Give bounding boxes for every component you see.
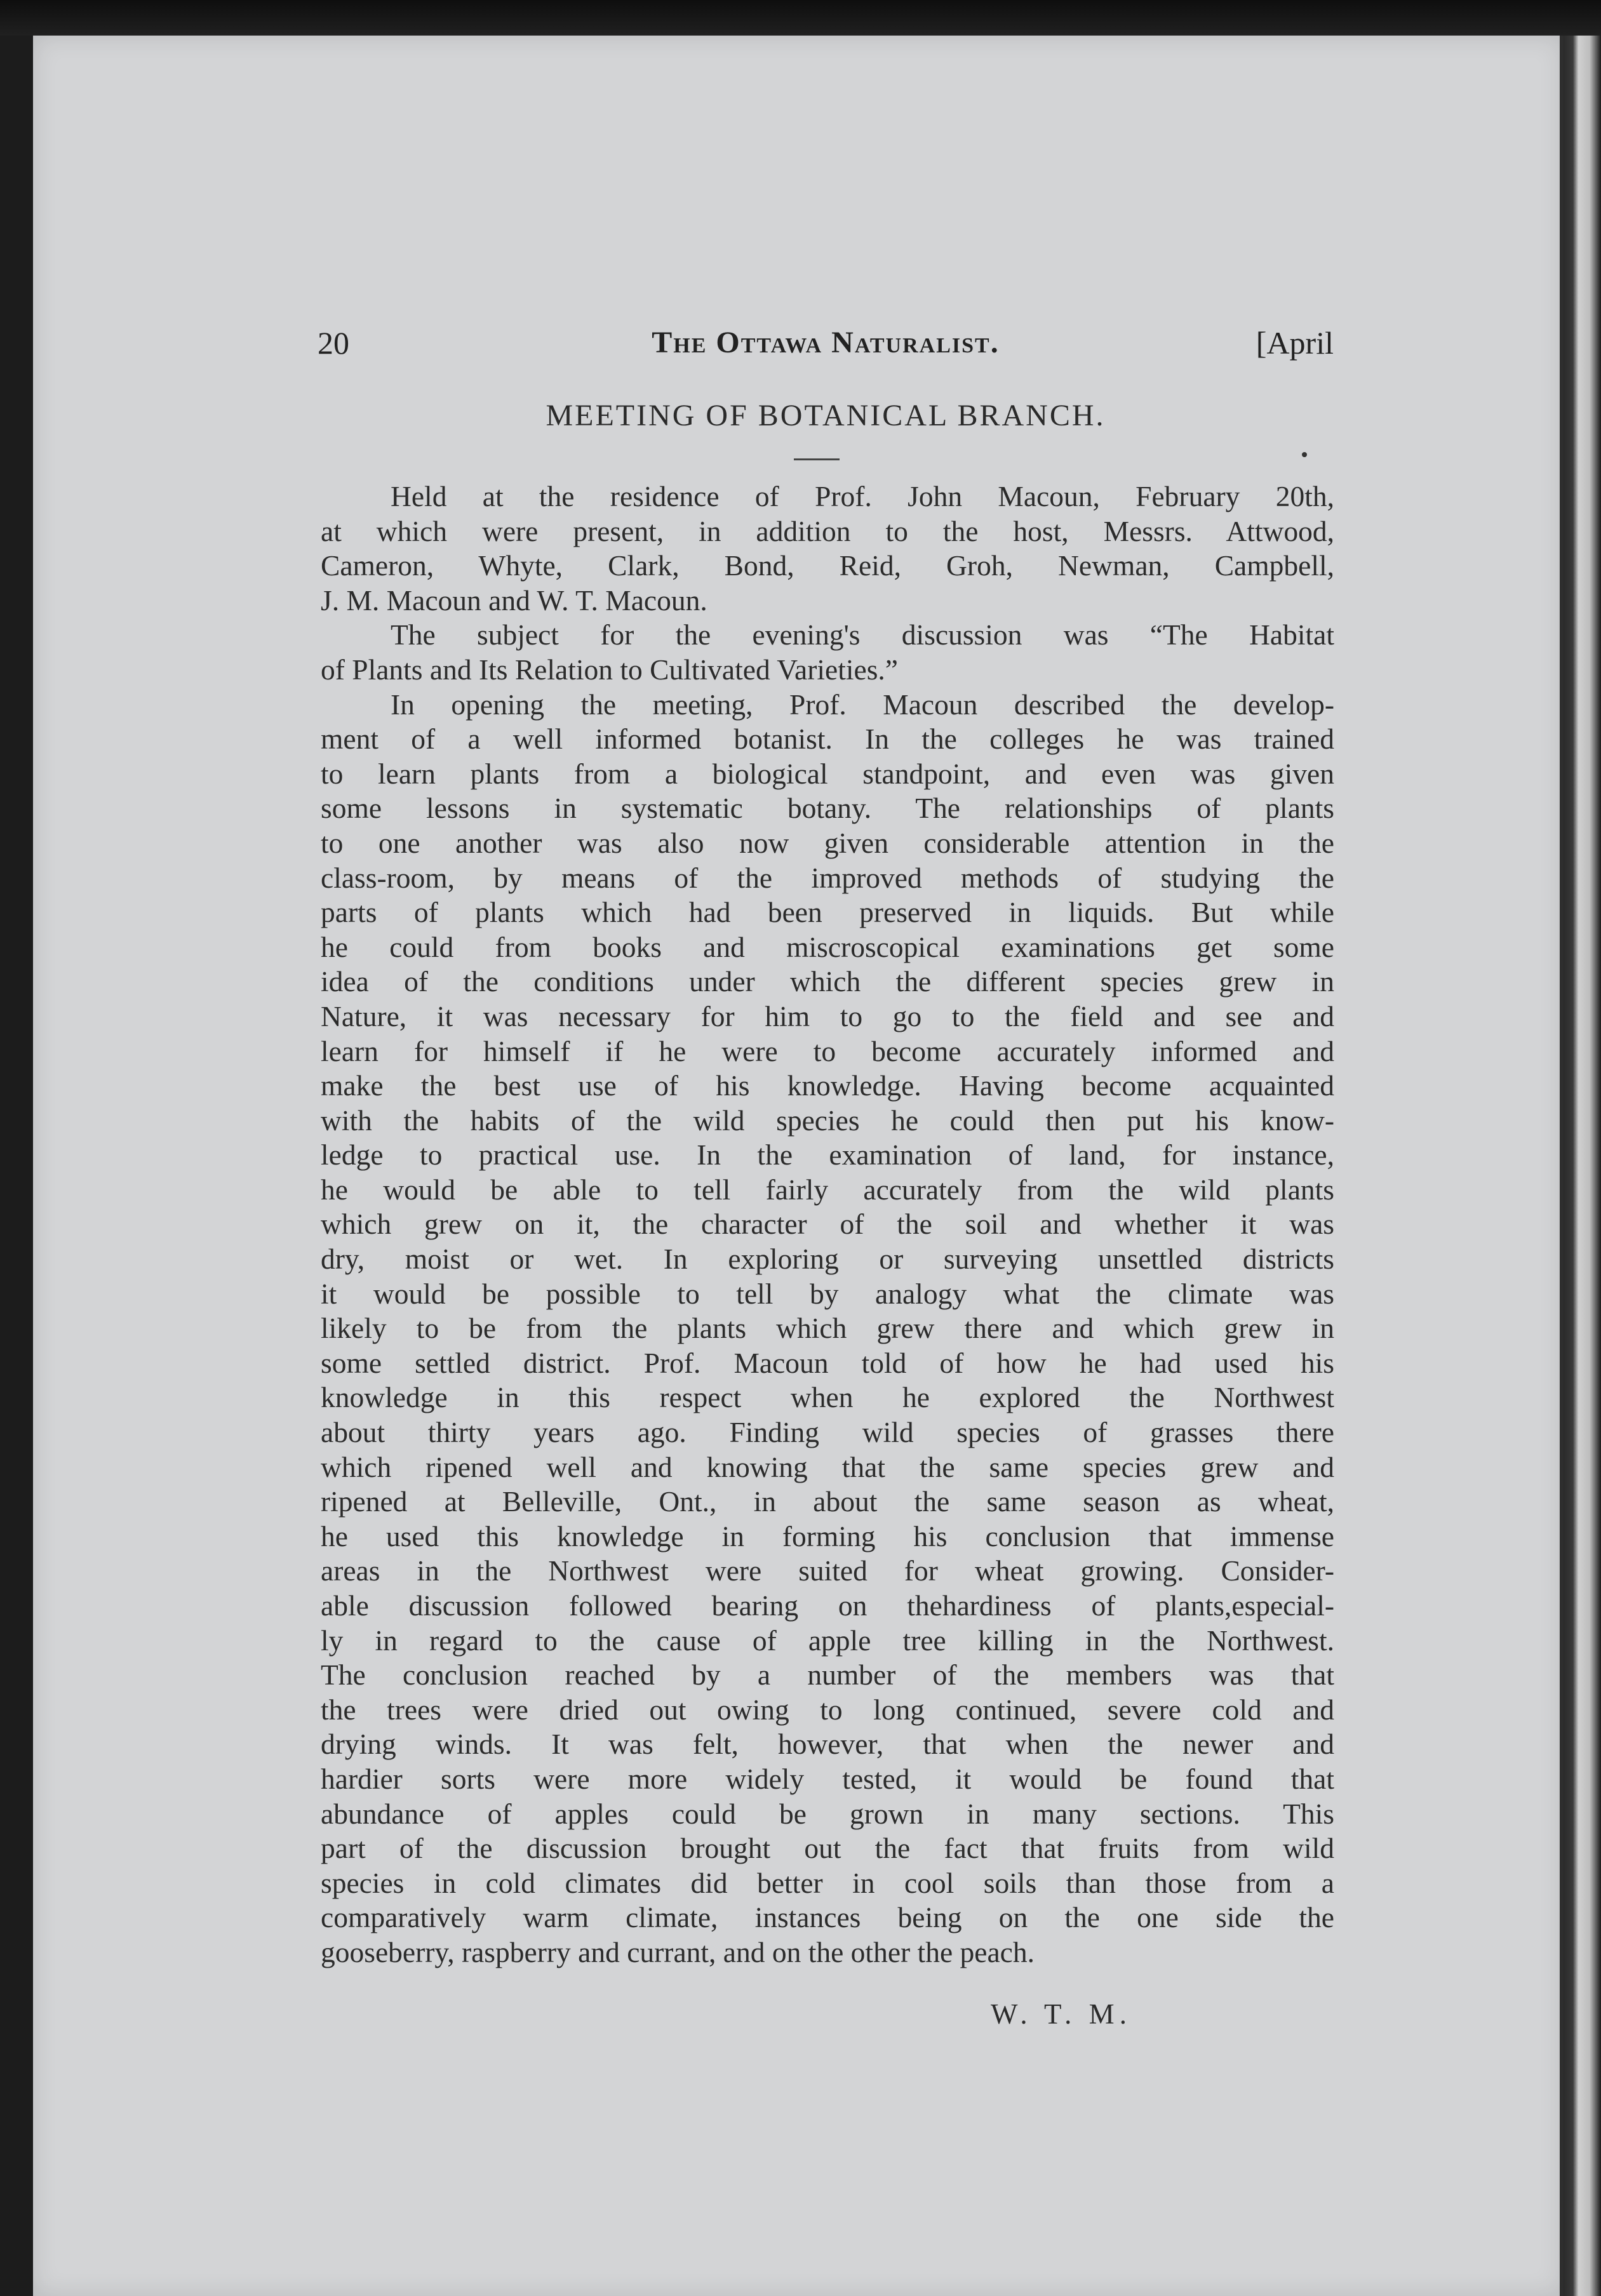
text-line: the trees were dried out owing to long continued, severe cold and [321,1693,1334,1726]
text-line: Nature, it was necessary for him to go to the field and see and [321,999,1334,1032]
text-line: with the habits of the wild species he could then put his know- [321,1104,1334,1137]
article-body [321,479,1334,1970]
issue-month: [April [1256,325,1334,361]
text-line: he used this knowledge in forming his conclusion that immense [321,1519,1334,1552]
text-line: make the best use of his knowledge. Having become acquainted [321,1069,1334,1102]
text-line: he would be able to tell fairly accurately from the wild plants [321,1173,1334,1206]
running-header [318,321,1334,365]
text-line: which ripened well and knowing that the same species grew and [321,1450,1334,1483]
text-line: J. M. Macoun and W. T. Macoun. [321,584,707,617]
text-line: about thirty years ago. Finding wild species of grasses there [321,1416,1334,1449]
text-line: likely to be from the plants which grew there and which grew in [321,1312,1334,1345]
text-line: part of the discussion brought out the fact that fruits from wild [321,1832,1334,1865]
text-line: Cameron, Whyte, Clark, Bond, Reid, Groh, Newman, Campbell, [321,549,1334,582]
text-line: drying winds. It was felt, however, that when the newer and [321,1728,1334,1761]
text-line: to learn plants from a biological standpoint, and even was given [321,757,1334,790]
text-line: some settled district. Prof. Macoun told of how he had used his [321,1346,1334,1379]
text-line: class-room, by means of the improved methods of studying the [321,861,1334,894]
text-line: ledge to practical use. In the examination of land, for instance, [321,1138,1334,1171]
text-line: which grew on it, the character of the soil and whether it was [321,1208,1334,1241]
text-line: The subject for the evening's discussion was “The Habitat [391,618,1334,651]
text-line: Held at the residence of Prof. John Macoun, February 20th, [391,480,1334,512]
text-line: knowledge in this respect when he explored the Northwest [321,1381,1334,1414]
text-line: hardier sorts were more widely tested, it would be found that [321,1762,1334,1795]
text-line: parts of plants which had been preserved in liquids. But while [321,896,1334,929]
text-line: gooseberry, raspberry and currant, and on the other the peach. [321,1935,1035,1968]
journal-title: The Ottawa Naturalist. [652,326,1000,359]
article-title: MEETING OF BOTANICAL BRANCH. [546,399,1106,432]
text-line: idea of the conditions under which the different species grew in [321,965,1334,998]
text-line: at which were present, in addition to the host, Messrs. Attwood, [321,514,1334,547]
author-signature: W. T. M. [991,1998,1132,2030]
article-paragraph [321,479,1334,618]
print-speck [1302,452,1307,457]
text-line: areas in the Northwest were suited for wheat growing. Consider- [321,1554,1334,1587]
text-line: he could from books and miscroscopical examinations get some [321,930,1334,963]
text-line: to one another was also now given considerable attention in the [321,826,1334,859]
text-line: ripened at Belleville, Ont., in about the same season as wheat, [321,1485,1334,1518]
scan-top-border [0,0,1601,36]
text-line: comparatively warm climate, instances being on the one side the [321,1901,1334,1934]
text-line: ly in regard to the cause of apple tree killing in the Northwest. [321,1624,1334,1657]
text-line: of Plants and Its Relation to Cultivated Varieties.” [321,653,899,686]
text-line: abundance of apples could be grown in many sections. This [321,1797,1334,1830]
next-page-edge [1564,36,1601,2296]
text-line: able discussion followed bearing on thehardiness of plants,especial- [321,1589,1334,1622]
text-line: some lessons in systematic botany. The relationships of plants [321,792,1334,825]
title-rule [794,458,840,460]
text-line: learn for himself if he were to become accurately informed and [321,1034,1334,1067]
text-line: In opening the meeting, Prof. Macoun described the develop- [391,688,1334,721]
text-line: ment of a well informed botanist. In the colleges he was trained [321,723,1334,756]
text-line: it would be possible to tell by analogy what the climate was [321,1277,1334,1310]
article-paragraph [321,688,1334,1970]
page-number: 20 [318,325,349,361]
text-line: species in cold climates did better in cool soils than those from a [321,1866,1334,1899]
article-paragraph [321,618,1334,687]
text-line: The conclusion reached by a number of the members was that [321,1659,1334,1692]
text-line: dry, moist or wet. In exploring or surveying unsettled districts [321,1243,1334,1276]
